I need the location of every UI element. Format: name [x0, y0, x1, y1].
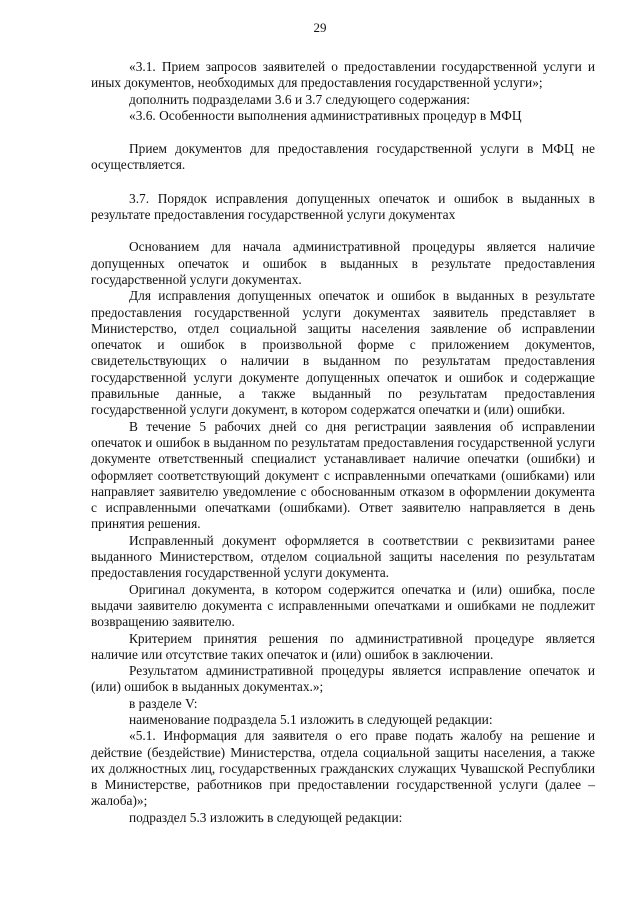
heading-3-6: «3.6. Особенности выполнения административных процедур в МФЦ: [129, 107, 522, 123]
paragraph-original-not-returned: Оригинал документа, в котором содержится опечатка и (или) ошибка, после выдачи заявителю документа с исправленными опечатками и ошибками не подлежит возвращению заявителю.: [91, 581, 595, 630]
paragraph-result: Результатом административной процедуры является исправление опечаток и (или) ошибок в выданных документах.»;: [91, 663, 595, 695]
paragraph-5-3: подраздел 5.3 изложить в следующей редакции:: [129, 809, 403, 825]
paragraph-basis: Основанием для начала административной процедуры является наличие допущенных опечаток и ошибок в выданных в результате предоставления государственной услуги документах.: [91, 239, 595, 287]
paragraph-mfc-not-accepted: Прием документов для предоставления государственной услуги в МФЦ не осуществляется.: [91, 141, 595, 173]
paragraph-section-v: в разделе V:: [129, 695, 198, 711]
page-number: 29: [313, 20, 327, 35]
heading-3-7: 3.7. Порядок исправления допущенных опечаток и ошибок в выданных в результате предоставления государственной услуги документах: [91, 190, 595, 223]
paragraph-3-1-quote: «3.1. Прием запросов заявителей о предоставлении государственной услуги и иных документов, необходимых для предоставления государственной услуги»;: [91, 59, 595, 91]
paragraph-corrected-document: Исправленный документ оформляется в соответствии с реквизитами ранее выданного Министерством, отделом социальной защиты населения по результатам предоставления государственной услуги документа.: [91, 532, 595, 581]
paragraph-title-5-1: наименование подраздела 5.1 изложить в следующей редакции:: [129, 711, 493, 727]
document-body: [91, 59, 595, 826]
paragraph-correction-request: Для исправления допущенных опечаток и ошибок в выданных в результате предоставления государственной услуги документах заявитель представляет в Министерство, отдел социальной защиты населения заявление об исправлении опечаток и ошибок в произвольной форме с приложением документов, свидетельствующих о наличии в выданном по результатам предоставления государственной услуги документе допущенных опечаток и ошибок и содержащие правильные данные, а также выданный по результатам предоставления государственной услуги документ, в котором содержатся опечатки и (или) ошибки.: [91, 288, 595, 418]
paragraph-five-days: В течение 5 рабочих дней со дня регистрации заявления об исправлении опечаток и ошибок в выданном по результатам предоставления государственной услуги документе ответственный специалист устанавливает наличие опечатки (ошибки) и оформляет соответствующий документ с исправленными опечатками (ошибками) или направляет заявителю уведомление с обоснованным отказом в оформлении документа с исправленными опечатками (ошибками). Ответ заявителю направляется в день принятия решения.: [91, 418, 595, 532]
paragraph-criterion: Критерием принятия решения по административной процедуре является наличие или отсутствие таких опечаток и (или) ошибок в заключении.: [91, 630, 595, 662]
paragraph-add-subsections: дополнить подразделами 3.6 и 3.7 следующего содержания:: [129, 91, 471, 107]
paragraph-5-1-quote: «5.1. Информация для заявителя о его праве подать жалобу на решение и действие (бездействие) Министерства, отдела социальной защиты населения, а также их должностных лиц, государственных гражданских служащих Чувашской Республики в Министерстве, работников при предоставлении государственной услуги (далее – жалоба)»;: [91, 728, 595, 809]
